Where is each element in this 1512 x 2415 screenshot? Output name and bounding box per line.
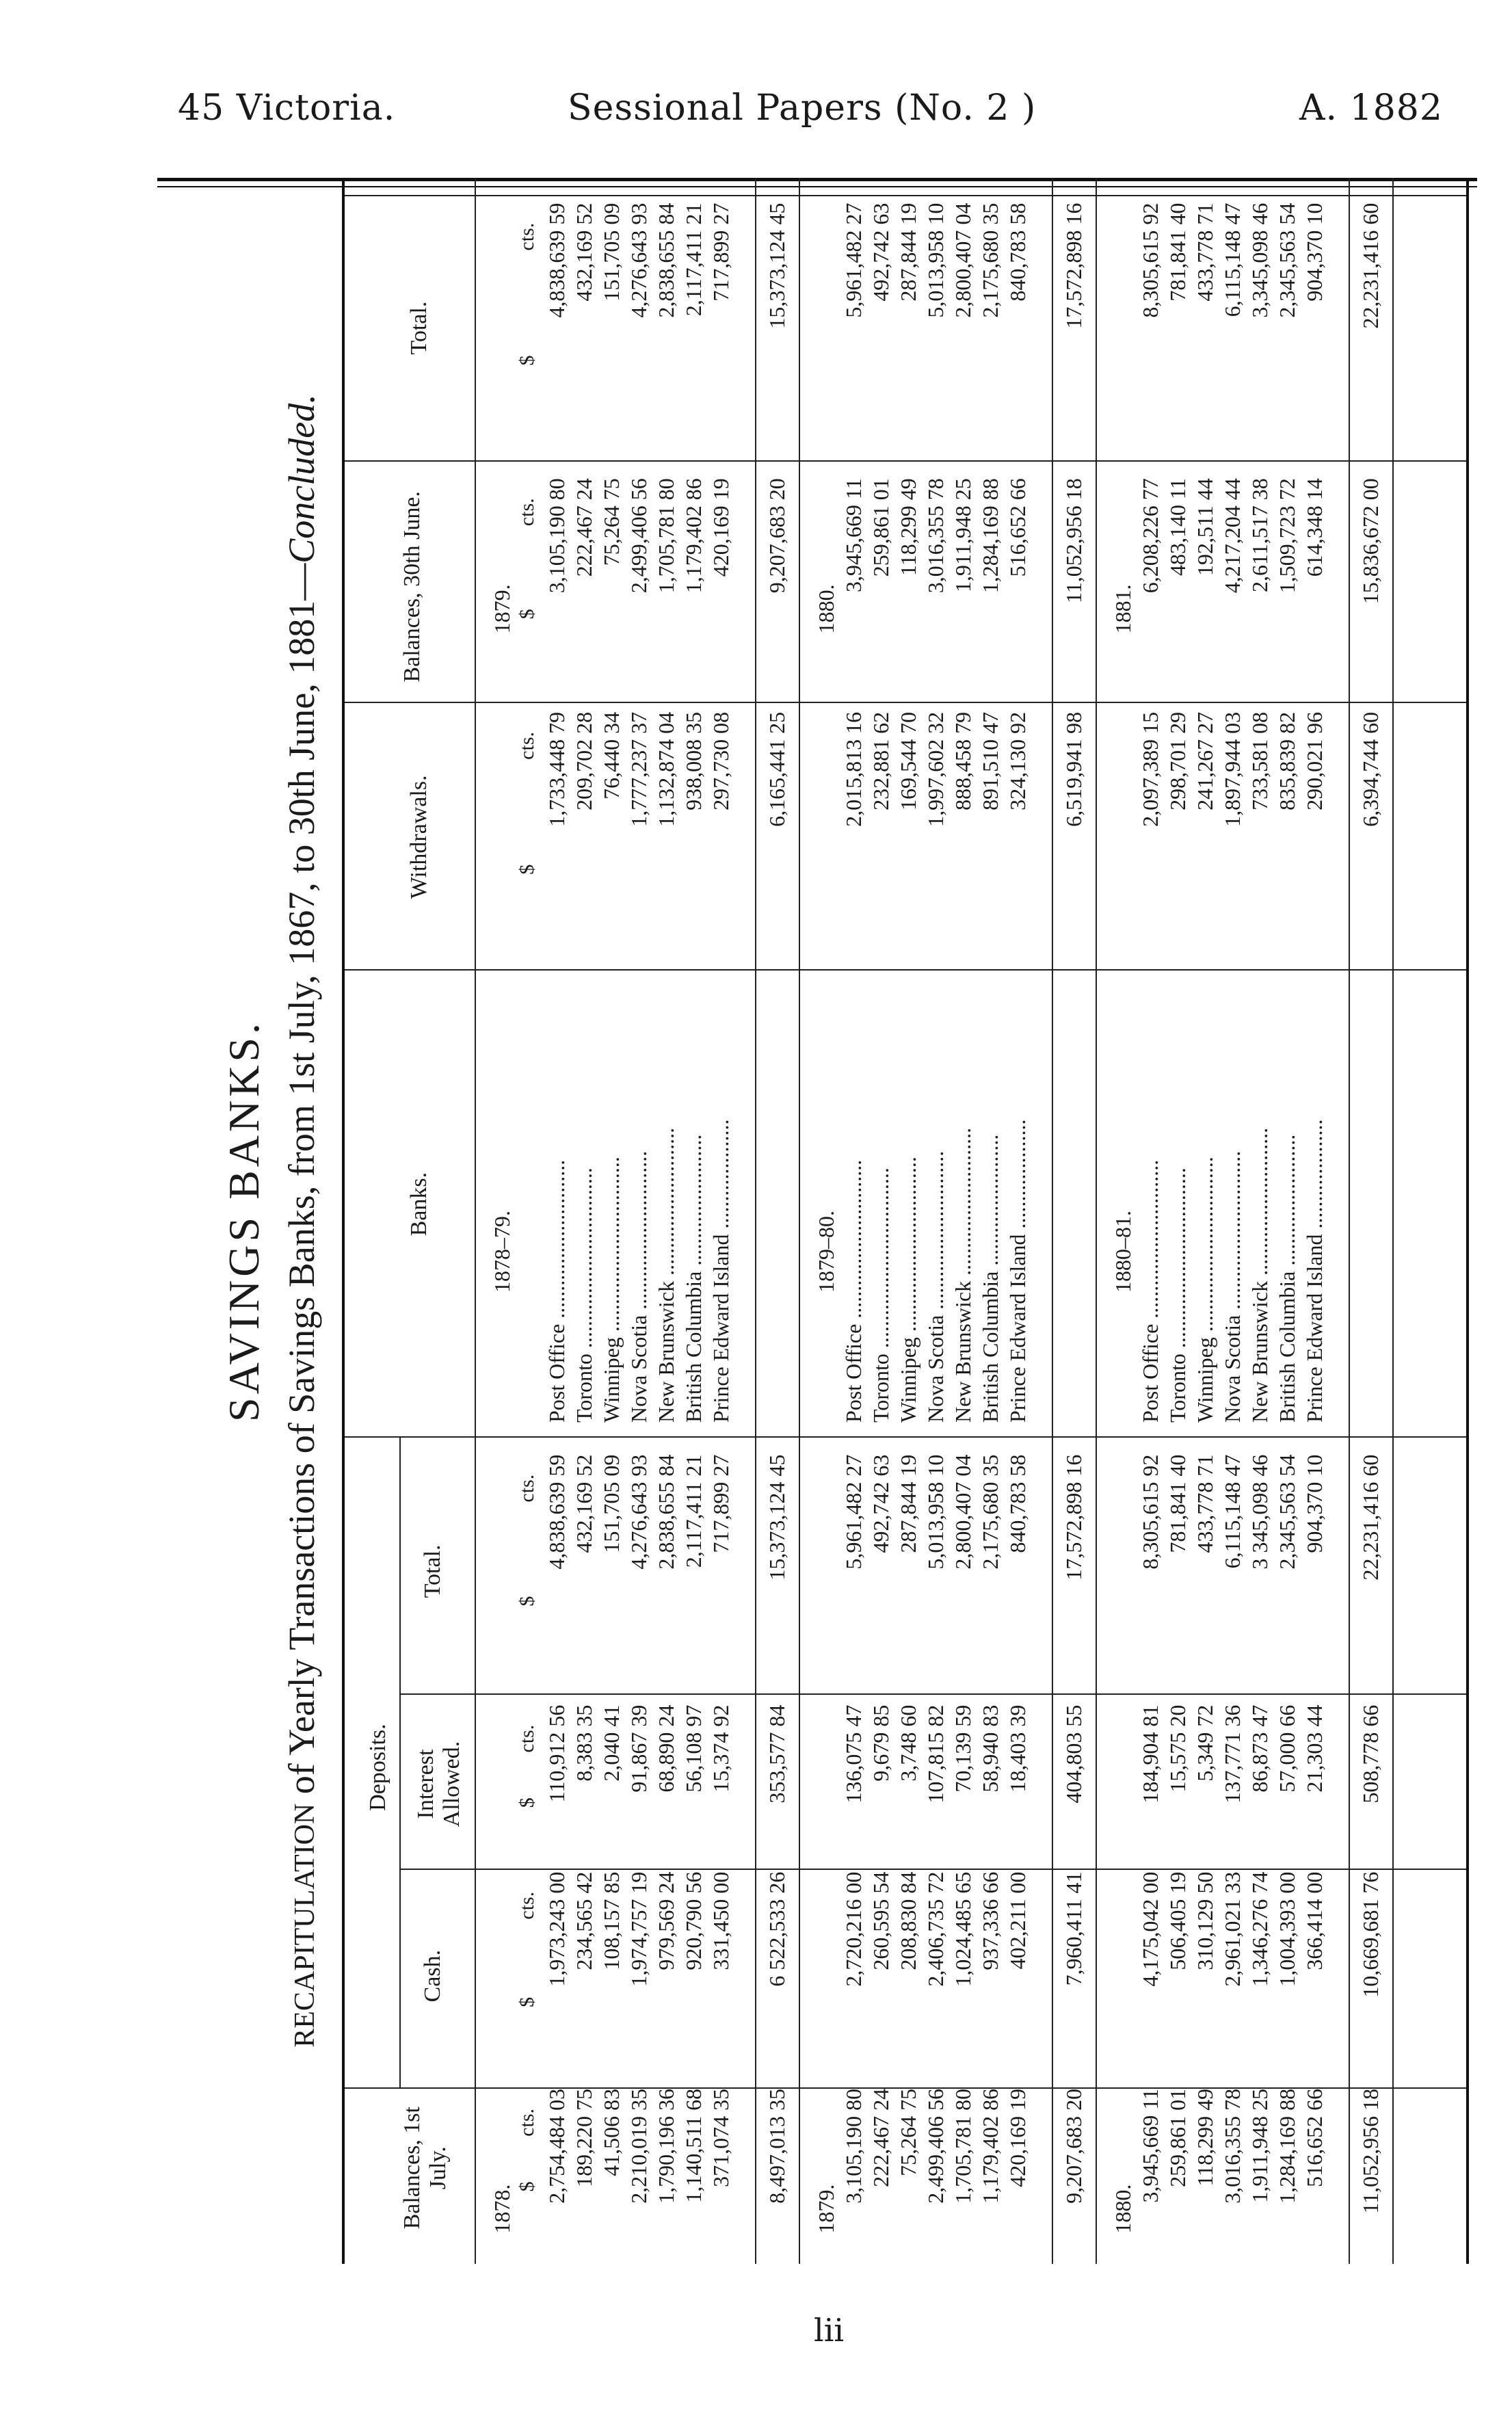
page-title: SAVINGS BANKS. — [220, 1019, 268, 1423]
table-cell: 1,911,948 25 — [951, 478, 975, 593]
bank-name: Post Office ............................. — [1138, 1159, 1163, 1423]
table-cell: 2,611,517 38 — [1247, 478, 1272, 593]
col-cash: Cash. — [420, 1949, 445, 2003]
table-cell: 259,861 01 — [1165, 2088, 1190, 2187]
col-balances-1st-july: Balances, 1st July. — [399, 2107, 451, 2230]
table-cell: 310,129 50 — [1193, 1871, 1217, 1970]
subtotal-rule — [1052, 178, 1053, 2264]
group-total: 6,519,941 98 — [1061, 711, 1086, 827]
table-cell: 938,008 35 — [681, 711, 706, 810]
table-cell: 234,565 42 — [572, 1871, 596, 1970]
table-cell: 5,961,482 27 — [841, 1454, 866, 1570]
column-rule — [345, 195, 1466, 196]
table-cell: 58,940 83 — [978, 1704, 1003, 1793]
table-cell: 4,217,204 44 — [1220, 478, 1245, 594]
closing-year-label: 1881. — [1111, 584, 1135, 634]
column-rule — [345, 969, 1466, 971]
table-cell: 2,961,021 33 — [1220, 1871, 1245, 1987]
bank-name: Nova Scotia ............................. — [923, 1150, 948, 1423]
table-cell: 290,021 96 — [1302, 711, 1327, 810]
group-total: 15,373,124 45 — [765, 1454, 789, 1581]
table-cell: 2,838,655 84 — [654, 202, 678, 318]
table-cell: 68,890 24 — [654, 1704, 678, 1793]
table-cell: 3,945,669 11 — [841, 478, 866, 593]
table-cell: 4,276,643 93 — [626, 202, 651, 318]
bank-name: Winnipeg ................................ — [1193, 1157, 1217, 1423]
table-cell: 151,705 09 — [599, 1454, 624, 1553]
col-deposits: Deposits. — [365, 1724, 390, 1811]
group-total: 6,165,441 25 — [765, 711, 789, 827]
table-cell: 506,405 19 — [1165, 1871, 1190, 1970]
table-cell: 15,374 92 — [708, 1704, 733, 1793]
table-cell: 1,705,781 80 — [654, 478, 678, 594]
group-total: 9,207,683 20 — [765, 478, 789, 594]
table-cell: 904,370 10 — [1302, 202, 1327, 302]
table-cell: 2,720,216 00 — [841, 1871, 866, 1987]
table-cell: 733,581 08 — [1247, 711, 1272, 810]
table-cell: 2,097,389 15 — [1138, 711, 1163, 827]
table-cell: 3,748 60 — [896, 1704, 920, 1782]
table-cell: 184,904 81 — [1138, 1704, 1163, 1804]
header-bottom-rule — [475, 178, 476, 2264]
page-folio: lii — [814, 2312, 845, 2349]
table-cell: 1,997,602 32 — [923, 711, 948, 827]
table-cell: 1,777,237 37 — [626, 711, 651, 827]
cents-unit: cts. — [516, 498, 538, 527]
table-cell: 15,575 20 — [1165, 1704, 1190, 1793]
dollar-unit: $ — [516, 1596, 538, 1607]
cents-unit: cts. — [516, 1724, 538, 1753]
table-cell: 891,510 47 — [978, 711, 1003, 810]
group-total: 6,394,744 60 — [1358, 711, 1383, 827]
table-cell: 110,912 56 — [544, 1704, 569, 1803]
table-cell: 287,844 19 — [896, 1454, 920, 1553]
group-total: 22,231,416 60 — [1358, 1454, 1383, 1581]
table-cell: 1,140,511 68 — [681, 2088, 706, 2203]
bank-name: Toronto ................................. — [1165, 1167, 1190, 1423]
table-cell: 2,754,484 03 — [544, 2088, 569, 2204]
table-cell: 492,742 63 — [868, 202, 893, 302]
table-cell: 2,175,680 35 — [978, 202, 1003, 318]
bank-name: Nova Scotia ............................. — [626, 1150, 651, 1423]
table-cell: 420,169 19 — [1005, 2088, 1030, 2187]
cents-unit: cts. — [516, 731, 538, 760]
table-cell: 86,873 47 — [1247, 1704, 1272, 1793]
table-cell: 402,211 00 — [1005, 1871, 1030, 1970]
table-cell: 1,705,781 80 — [951, 2088, 975, 2204]
table-cell: 1,284,169 88 — [1275, 2088, 1299, 2204]
table-cell: 18,403 39 — [1005, 1704, 1030, 1793]
bank-name: New Brunswick ........................... — [654, 1127, 678, 1423]
table-cell: 1,974,757 19 — [626, 1871, 651, 1987]
group-total: 15,836,672 00 — [1358, 478, 1383, 605]
table-cell: 1,004,393 00 — [1275, 1871, 1299, 1987]
table-cell: 717,899 27 — [708, 202, 733, 302]
table-cell: 169,544 70 — [896, 711, 920, 810]
table-cell: 260,595 54 — [868, 1871, 893, 1970]
table-cell: 75,264 75 — [599, 478, 624, 566]
table-cell: 432,169 52 — [572, 1454, 596, 1553]
group-total: 11,052,956 18 — [1358, 2088, 1383, 2214]
table-cell: 192,511 44 — [1193, 478, 1217, 577]
table-cell: 4,175,042 00 — [1138, 1871, 1163, 1987]
table-cell: 151,705 09 — [599, 202, 624, 302]
table-cell: 432,169 52 — [572, 202, 596, 302]
table-cell: 232,881 62 — [868, 711, 893, 810]
header-sessional-papers: Sessional Papers (No. 2 ) — [568, 88, 1037, 129]
table-cell: 3,945,669 11 — [1138, 2088, 1163, 2203]
table-cell: 76,440 34 — [599, 711, 624, 800]
group-end-rule — [799, 178, 800, 2264]
table-cell: 888,458 79 — [951, 711, 975, 810]
dollar-unit: $ — [516, 355, 538, 366]
table-cell: 2,117,411 21 — [681, 202, 706, 317]
bank-name: Nova Scotia ............................. — [1220, 1150, 1245, 1423]
table-cell: 209,702 28 — [572, 711, 596, 810]
table-cell: 5,349 72 — [1193, 1704, 1217, 1782]
table-cell: 614,348 14 — [1302, 478, 1327, 577]
opening-year-label: 1879. — [814, 2184, 838, 2234]
table-cell: 2,015,813 16 — [841, 711, 866, 827]
table-cell: 420,169 19 — [708, 478, 733, 577]
group-total: 10,669,681 76 — [1358, 1871, 1383, 1998]
group-total: 6 522,533 26 — [765, 1871, 789, 1987]
col-banks: Banks. — [406, 1172, 432, 1237]
recapitulation-table — [342, 178, 1469, 2264]
table-cell: 118,299 49 — [896, 478, 920, 577]
bank-name: New Brunswick ........................... — [951, 1127, 975, 1423]
group-total: 404,803 55 — [1061, 1704, 1086, 1804]
dollar-unit: $ — [516, 609, 538, 620]
col-balances-30th-june: Balances, 30th June. — [399, 491, 425, 683]
table-cell: 57,000 66 — [1275, 1704, 1299, 1793]
table-cell: 331,450 00 — [708, 1871, 733, 1970]
bank-name: New Brunswick ........................... — [1247, 1127, 1272, 1423]
group-total: 11,052,956 18 — [1061, 478, 1086, 604]
table-cell: 70,139 59 — [951, 1704, 975, 1793]
table-cell: 1,024,485 65 — [951, 1871, 975, 1987]
group-total: 7,960,411 41 — [1061, 1871, 1086, 1986]
bank-name: Toronto ................................. — [572, 1167, 596, 1423]
rotated-table-page — [178, 178, 1463, 2264]
table-cell: 1,897,944 03 — [1220, 711, 1245, 827]
table-cell: 41,506 83 — [599, 2088, 624, 2176]
table-caption — [280, 178, 323, 2264]
table-cell: 371,074 35 — [708, 2088, 733, 2187]
table-cell: 56,108 97 — [681, 1704, 706, 1793]
header-year: A. 1882 — [1299, 88, 1443, 129]
table-cell: 781,841 40 — [1165, 1454, 1190, 1553]
table-cell: 1,346,276 74 — [1247, 1871, 1272, 1987]
group-end-rule — [1096, 178, 1097, 2264]
table-cell: 1,790,196 36 — [654, 2088, 678, 2204]
table-cell: 137,771 36 — [1220, 1704, 1245, 1804]
table-cell: 189,220 75 — [572, 2088, 596, 2187]
table-cell: 433,778 71 — [1193, 1454, 1217, 1553]
table-cell: 781,841 40 — [1165, 202, 1190, 302]
table-cell: 2,499,406 56 — [626, 478, 651, 594]
table-cell: 840,783 58 — [1005, 1454, 1030, 1553]
column-rule — [345, 1436, 1466, 1438]
group-total: 9,207,683 20 — [1061, 2088, 1086, 2204]
group-end-rule — [1392, 178, 1394, 2264]
deposits-header-rule — [399, 1438, 401, 2089]
table-cell: 3,016,355 78 — [923, 478, 948, 594]
table-cell: 1,179,402 86 — [978, 2088, 1003, 2204]
table-cell: 937,336 66 — [978, 1871, 1003, 1970]
period-label: 1879–80. — [814, 1211, 838, 1293]
table-cell: 75,264 75 — [896, 2088, 920, 2176]
table-cell: 324,130 92 — [1005, 711, 1030, 810]
table-cell: 904,370 10 — [1302, 1454, 1327, 1553]
cents-unit: cts. — [516, 1474, 538, 1503]
table-cell: 835,839 82 — [1275, 711, 1299, 810]
group-total: 17,572,898 16 — [1061, 202, 1086, 329]
table-cell: 4,838,639 59 — [544, 202, 569, 318]
table-cell: 9,679 85 — [868, 1704, 893, 1782]
caption-suffix: Concluded. — [281, 394, 322, 564]
table-cell: 492,742 63 — [868, 1454, 893, 1553]
group-total: 22,231,416 60 — [1358, 202, 1383, 329]
group-total: 8,497,013 35 — [765, 2088, 789, 2204]
closing-year-label: 1880. — [814, 584, 838, 634]
table-cell: 840,783 58 — [1005, 202, 1030, 302]
deposits-subcolumn-rule — [399, 1693, 1466, 1695]
table-cell: 8,305,615 92 — [1138, 1454, 1163, 1570]
table-cell: 298,701 29 — [1165, 711, 1190, 810]
group-total: 17,572,898 16 — [1061, 1454, 1086, 1581]
bank-name: British Columbia ........................ — [1275, 1134, 1299, 1423]
table-cell: 297,730 08 — [708, 711, 733, 810]
caption-lead: RECAPITULATION — [289, 1803, 321, 2048]
table-cell: 2,345,563 54 — [1275, 202, 1299, 318]
table-cell: 8,383 35 — [572, 1704, 596, 1782]
table-cell: 91,867 39 — [626, 1704, 651, 1793]
col-interest-allowed: Interest Allowed. — [413, 1741, 464, 1827]
table-cell: 2,345,563 54 — [1275, 1454, 1299, 1570]
table-cell: 118,299 49 — [1193, 2088, 1217, 2187]
table-cell: 4,838,639 59 — [544, 1454, 569, 1570]
column-rule — [345, 702, 1466, 703]
table-cell: 259,861 01 — [868, 478, 893, 577]
table-cell: 2,406,735 72 — [923, 1871, 948, 1987]
table-cell: 516,652 66 — [1005, 478, 1030, 577]
table-cell: 4,276,643 93 — [626, 1454, 651, 1570]
table-cell: 2,040 41 — [599, 1704, 624, 1782]
header-session: 45 Victoria. — [178, 88, 396, 129]
table-cell: 3,016,355 78 — [1220, 2088, 1245, 2204]
table-cell: 2,838,655 84 — [654, 1454, 678, 1570]
table-cell: 483,140 11 — [1165, 478, 1190, 577]
table-cell: 2,117,411 21 — [681, 1454, 706, 1568]
table-cell: 208,830 84 — [896, 1871, 920, 1970]
cents-unit: cts. — [516, 222, 538, 251]
table-cell: 136,075 47 — [841, 1704, 866, 1804]
table-cell: 516,652 66 — [1302, 2088, 1327, 2187]
table-cell: 1,284,169 88 — [978, 478, 1003, 594]
dollar-unit: $ — [516, 2181, 538, 2192]
bank-name: Prince Edward Island .................... — [1005, 1119, 1030, 1423]
table-cell: 1,973,243 00 — [544, 1871, 569, 1987]
bank-name: Post Office ............................. — [841, 1159, 866, 1423]
table-cell: 107,815 82 — [923, 1704, 948, 1804]
table-cell: 5,013,958 10 — [923, 1454, 948, 1570]
table-cell: 1,733,448 79 — [544, 711, 569, 827]
table-cell: 6,115,148 47 — [1220, 202, 1245, 317]
table-cell: 287,844 19 — [896, 202, 920, 302]
table-cell: 222,467 24 — [572, 478, 596, 577]
table-cell: 3,105,190 80 — [544, 478, 569, 594]
cents-unit: cts. — [516, 2108, 538, 2137]
col-deposits-total: Total. — [420, 1544, 445, 1598]
table-cell: 717,899 27 — [708, 1454, 733, 1553]
table-cell: 3 345,098 46 — [1247, 1454, 1272, 1570]
dollar-unit: $ — [516, 864, 538, 875]
table-cell: 222,467 24 — [868, 2088, 893, 2187]
table-cell: 3,345,098 46 — [1247, 202, 1272, 318]
column-rule — [345, 460, 1466, 462]
table-cell: 1,132,874 04 — [654, 711, 678, 827]
table-cell: 2,499,406 56 — [923, 2088, 948, 2204]
cents-unit: cts. — [516, 1891, 538, 1920]
bank-name: Post Office ............................. — [544, 1159, 569, 1423]
opening-year-label: 1878. — [490, 2184, 514, 2234]
subtotal-rule — [755, 178, 756, 2264]
bank-name: Prince Edward Island .................... — [708, 1119, 733, 1423]
table-cell: 2,800,407 04 — [951, 202, 975, 318]
table-cell: 241,267 27 — [1193, 711, 1217, 810]
table-cell: 21,303 44 — [1302, 1704, 1327, 1793]
caption-rest: of Yearly Transactions of Savings Banks, from 1st July, 1867, to 30th June, 1881— — [281, 563, 322, 1804]
group-total: 508,778 66 — [1358, 1704, 1383, 1804]
table-cell: 2,800,407 04 — [951, 1454, 975, 1570]
bank-name: Toronto ................................. — [868, 1167, 893, 1423]
table-cell: 6,115,148 47 — [1220, 1454, 1245, 1569]
table-cell: 1,179,402 86 — [681, 478, 706, 594]
table-cell: 3,105,190 80 — [841, 2088, 866, 2204]
table-cell: 8,305,615 92 — [1138, 202, 1163, 318]
subtotal-rule — [1349, 178, 1350, 2264]
table-cell: 2,175,680 35 — [978, 1454, 1003, 1570]
opening-year-label: 1880. — [1111, 2184, 1135, 2234]
group-total: 353,577 84 — [765, 1704, 789, 1804]
bank-name: British Columbia ........................ — [978, 1134, 1003, 1423]
dollar-unit: $ — [516, 1797, 538, 1808]
table-cell: 979,569 24 — [654, 1871, 678, 1970]
deposits-subcolumn-rule — [399, 1869, 1466, 1870]
table-cell: 2,210,019 35 — [626, 2088, 651, 2204]
period-label: 1878–79. — [490, 1211, 514, 1293]
col-withdrawals: Withdrawals. — [406, 775, 432, 899]
col-total: Total. — [406, 301, 432, 355]
table-cell: 433,778 71 — [1193, 202, 1217, 302]
closing-year-label: 1879. — [490, 584, 514, 634]
bank-name: British Columbia ........................ — [681, 1134, 706, 1423]
table-cell: 108,157 85 — [599, 1871, 624, 1970]
table-cell: 366,414 00 — [1302, 1871, 1327, 1970]
table-cell: 920,790 56 — [681, 1871, 706, 1970]
table-cell: 1,509,723 72 — [1275, 478, 1299, 594]
bank-name: Prince Edward Island .................... — [1302, 1119, 1327, 1423]
group-total: 15,373,124 45 — [765, 202, 789, 329]
bank-name: Winnipeg ................................ — [896, 1157, 920, 1423]
table-cell: 6,208,226 77 — [1138, 478, 1163, 594]
period-label: 1880–81. — [1111, 1211, 1135, 1293]
bank-name: Winnipeg ................................ — [599, 1157, 624, 1423]
table-cell: 5,013,958 10 — [923, 202, 948, 318]
table-cell: 5,961,482 27 — [841, 202, 866, 318]
table-cell: 1,911,948 25 — [1247, 2088, 1272, 2203]
dollar-unit: $ — [516, 1996, 538, 2007]
